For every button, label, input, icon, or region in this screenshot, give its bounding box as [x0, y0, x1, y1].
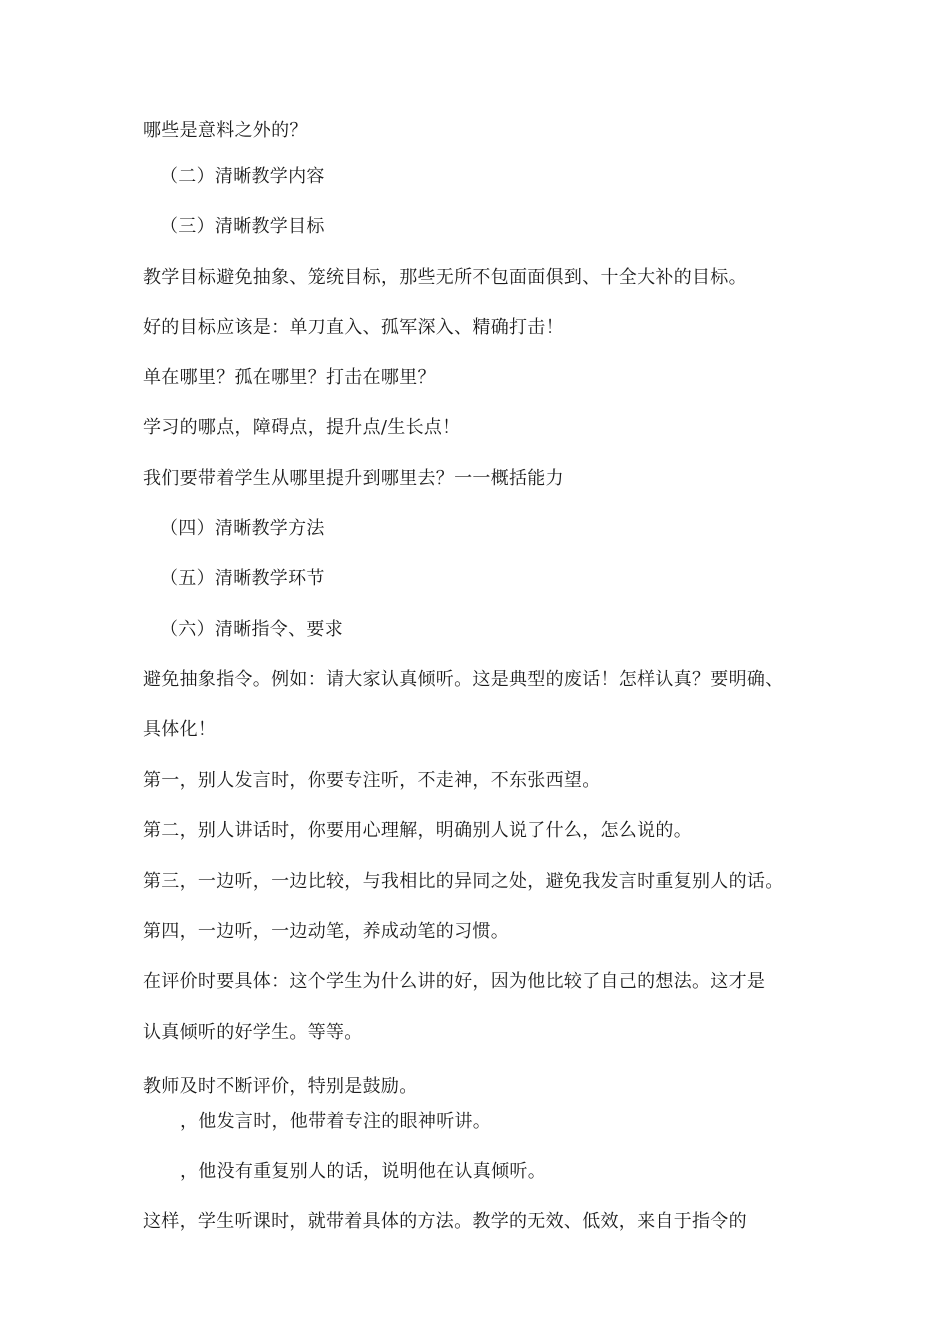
section-heading: （二）清晰教学内容 — [160, 166, 325, 187]
paragraph-line: 教师及时不断评价，特别是鼓励。 — [143, 1076, 418, 1097]
paragraph-line: 第二，别人讲话时，你要用心理解，明确别人说了什么，怎么说的。 — [143, 820, 692, 841]
paragraph-line: 学习的哪点，障碍点，提升点/生长点！ — [143, 417, 461, 438]
paragraph-line: 教学目标避免抽象、笼统目标，那些无所不包面面俱到、十全大补的目标。 — [143, 267, 747, 288]
paragraph-line: ，他没有重复别人的话，说明他在认真倾听。 — [180, 1161, 546, 1182]
paragraph-line: 这样，学生听课时，就带着具体的方法。教学的无效、低效，来自于指令的 — [143, 1211, 747, 1232]
section-heading: （四）清晰教学方法 — [160, 518, 325, 539]
paragraph-line: 我们要带着学生从哪里提升到哪里去？一一概括能力 — [143, 468, 564, 489]
section-heading: （三）清晰教学目标 — [160, 216, 325, 237]
paragraph-line: 具体化！ — [143, 719, 217, 740]
paragraph-line: ，他发言时，他带着专注的眼神听讲。 — [180, 1111, 492, 1132]
paragraph-line: 好的目标应该是：单刀直入、孤军深入、精确打击！ — [143, 317, 564, 338]
paragraph-line: 避免抽象指令。例如：请大家认真倾听。这是典型的废话！怎样认真？要明确、 — [143, 669, 784, 690]
paragraph-line: 第三，一边听，一边比较，与我相比的异同之处，避免我发言时重复别人的话。 — [143, 871, 784, 892]
paragraph-line: 单在哪里？孤在哪里？打击在哪里？ — [143, 367, 436, 388]
section-heading: （五）清晰教学环节 — [160, 568, 325, 589]
paragraph-line: 在评价时要具体：这个学生为什么讲的好，因为他比较了自己的想法。这才是 — [143, 971, 766, 992]
section-heading: （六）清晰指令、要求 — [160, 619, 343, 640]
paragraph-line: 第一，别人发言时，你要专注听，不走神，不东张西望。 — [143, 770, 601, 791]
paragraph-line: 第四，一边听，一边动笔，养成动笔的习惯。 — [143, 921, 509, 942]
paragraph-line: 哪些是意料之外的？ — [143, 120, 308, 141]
paragraph-line: 认真倾听的好学生。等等。 — [143, 1022, 363, 1043]
